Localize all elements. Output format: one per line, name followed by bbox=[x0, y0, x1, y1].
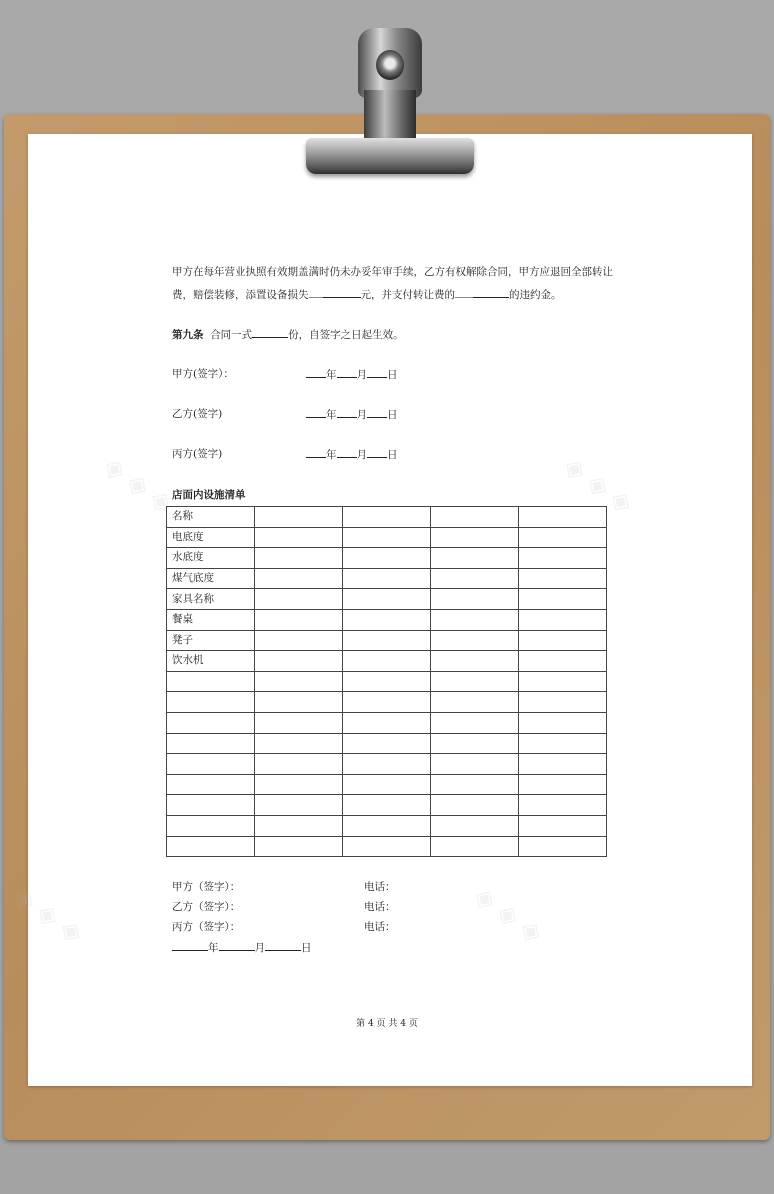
item-name-cell: 家具名称 bbox=[167, 589, 255, 610]
table-cell[interactable] bbox=[255, 815, 343, 836]
table-cell[interactable] bbox=[519, 795, 607, 816]
table-cell[interactable] bbox=[343, 836, 431, 857]
table-cell[interactable] bbox=[343, 609, 431, 630]
month-blank[interactable] bbox=[219, 939, 255, 951]
table-cell[interactable] bbox=[343, 774, 431, 795]
table-cell[interactable] bbox=[255, 774, 343, 795]
table-cell[interactable] bbox=[431, 795, 519, 816]
item-name-cell: 煤气底度 bbox=[167, 568, 255, 589]
table-cell[interactable] bbox=[343, 568, 431, 589]
table-row bbox=[167, 568, 607, 589]
clause9-text-a: 合同一式 bbox=[210, 329, 253, 341]
table-cell[interactable] bbox=[519, 733, 607, 754]
item-name-cell bbox=[167, 815, 255, 836]
table-cell[interactable] bbox=[343, 630, 431, 651]
contact-phone-b: 电话： bbox=[364, 901, 396, 913]
table-cell[interactable] bbox=[255, 651, 343, 672]
watermark-icon: ◈ ◈ ◈ bbox=[8, 880, 89, 950]
table-cell[interactable] bbox=[519, 692, 607, 713]
table-row bbox=[167, 815, 607, 836]
table-cell[interactable] bbox=[431, 507, 519, 528]
table-cell[interactable] bbox=[519, 712, 607, 733]
table-cell[interactable] bbox=[431, 527, 519, 548]
binder-clip-hole-icon bbox=[376, 50, 404, 80]
month-blank[interactable] bbox=[337, 406, 357, 418]
table-row bbox=[167, 609, 607, 630]
table-cell[interactable] bbox=[431, 692, 519, 713]
clause8-line1: 甲方在每年营业执照有效期盖满时仍未办妥年审手续，乙方有权解除合同，甲方应退回全部转让 bbox=[172, 266, 613, 278]
page-number: 第 4 页 共 4 页 bbox=[356, 1019, 418, 1029]
contact-phone-a: 电话： bbox=[364, 881, 396, 893]
table-cell[interactable] bbox=[255, 733, 343, 754]
table-row bbox=[167, 630, 607, 651]
item-name-cell bbox=[167, 671, 255, 692]
table-row bbox=[167, 795, 607, 816]
signature-date-b bbox=[306, 406, 398, 422]
contact-party-b: 乙方（签字）： bbox=[172, 901, 241, 913]
table-cell[interactable] bbox=[431, 815, 519, 836]
table-cell[interactable] bbox=[519, 568, 607, 589]
table-cell[interactable] bbox=[343, 712, 431, 733]
table-cell[interactable] bbox=[343, 507, 431, 528]
blank-field[interactable] bbox=[309, 286, 323, 298]
table-cell[interactable] bbox=[255, 548, 343, 569]
table-cell[interactable] bbox=[431, 568, 519, 589]
year-blank[interactable] bbox=[306, 406, 326, 418]
final-date-line bbox=[172, 939, 312, 955]
table-cell[interactable] bbox=[343, 815, 431, 836]
table-cell[interactable] bbox=[431, 671, 519, 692]
table-row bbox=[167, 507, 607, 528]
table-cell[interactable] bbox=[519, 630, 607, 651]
month-label: 月 bbox=[356, 369, 367, 381]
item-name-cell bbox=[167, 774, 255, 795]
item-name-cell bbox=[167, 692, 255, 713]
month-label: 月 bbox=[356, 449, 367, 461]
table-cell[interactable] bbox=[343, 754, 431, 775]
watermark-icon: ◈ ◈ ◈ bbox=[98, 450, 179, 520]
table-cell[interactable] bbox=[343, 692, 431, 713]
table-cell[interactable] bbox=[255, 630, 343, 651]
table-cell[interactable] bbox=[255, 589, 343, 610]
clause8-text-a: 费，赔偿装修，添置设备损失 bbox=[172, 289, 309, 301]
binder-clip-base-icon bbox=[306, 138, 474, 174]
day-blank[interactable] bbox=[367, 446, 387, 458]
table-cell[interactable] bbox=[255, 671, 343, 692]
table-cell[interactable] bbox=[431, 774, 519, 795]
table-cell[interactable] bbox=[255, 754, 343, 775]
table-cell[interactable] bbox=[431, 754, 519, 775]
binder-clip-stem-icon bbox=[364, 90, 416, 140]
table-cell[interactable] bbox=[519, 774, 607, 795]
table-row bbox=[167, 836, 607, 857]
watermark-icon: ◈ ◈ ◈ bbox=[558, 450, 639, 520]
blank-field[interactable] bbox=[455, 286, 473, 298]
table-row bbox=[167, 651, 607, 672]
table-row bbox=[167, 527, 607, 548]
penalty-blank[interactable] bbox=[473, 286, 509, 298]
item-name-cell bbox=[167, 712, 255, 733]
item-name-cell: 饮水机 bbox=[167, 651, 255, 672]
table-cell[interactable] bbox=[255, 836, 343, 857]
day-label: 日 bbox=[387, 449, 398, 461]
table-row bbox=[167, 692, 607, 713]
signature-date-c bbox=[306, 446, 398, 462]
table-cell[interactable] bbox=[343, 589, 431, 610]
month-label: 月 bbox=[254, 942, 265, 954]
contact-party-a: 甲方（签字）： bbox=[172, 881, 241, 893]
table-cell[interactable] bbox=[343, 527, 431, 548]
month-blank[interactable] bbox=[337, 446, 357, 458]
table-cell[interactable] bbox=[431, 589, 519, 610]
table-cell[interactable] bbox=[431, 630, 519, 651]
clause9 bbox=[172, 326, 404, 342]
table-cell[interactable] bbox=[519, 836, 607, 857]
table-row bbox=[167, 774, 607, 795]
watermark-icon: ◈ ◈ ◈ bbox=[468, 880, 549, 950]
item-name-cell: 水底度 bbox=[167, 548, 255, 569]
clause9-label: 第九条 bbox=[172, 329, 204, 341]
day-blank[interactable] bbox=[265, 939, 301, 951]
copies-blank[interactable] bbox=[252, 326, 288, 338]
day-label: 日 bbox=[387, 369, 398, 381]
table-row bbox=[167, 589, 607, 610]
table-row bbox=[167, 671, 607, 692]
table-cell[interactable] bbox=[255, 692, 343, 713]
clause8-text-c: 的违约金。 bbox=[509, 289, 562, 301]
table-row bbox=[167, 754, 607, 775]
facility-list-title: 店面内设施清单 bbox=[172, 489, 246, 501]
year-blank[interactable] bbox=[306, 446, 326, 458]
table-row bbox=[167, 548, 607, 569]
table-cell[interactable] bbox=[431, 733, 519, 754]
table-cell[interactable] bbox=[519, 754, 607, 775]
table-cell[interactable] bbox=[519, 609, 607, 630]
table-cell[interactable] bbox=[431, 609, 519, 630]
year-label: 年 bbox=[326, 409, 337, 421]
table-cell[interactable] bbox=[343, 671, 431, 692]
table-cell[interactable] bbox=[343, 548, 431, 569]
table-cell[interactable] bbox=[519, 671, 607, 692]
table-cell[interactable] bbox=[431, 836, 519, 857]
table-cell[interactable] bbox=[255, 507, 343, 528]
year-blank[interactable] bbox=[306, 366, 326, 378]
table-cell[interactable] bbox=[255, 609, 343, 630]
facility-table bbox=[166, 506, 607, 857]
table-cell[interactable] bbox=[519, 589, 607, 610]
table-cell[interactable] bbox=[519, 507, 607, 528]
table-cell[interactable] bbox=[343, 733, 431, 754]
item-name-cell: 餐桌 bbox=[167, 609, 255, 630]
month-blank[interactable] bbox=[337, 366, 357, 378]
table-cell[interactable] bbox=[431, 548, 519, 569]
contact-phone-c: 电话： bbox=[364, 921, 396, 933]
year-blank[interactable] bbox=[172, 939, 208, 951]
table-cell[interactable] bbox=[431, 651, 519, 672]
table-cell[interactable] bbox=[343, 795, 431, 816]
year-label: 年 bbox=[326, 449, 337, 461]
table-row bbox=[167, 733, 607, 754]
item-name-cell bbox=[167, 733, 255, 754]
clause8-text-b: 元，并支付转让费的 bbox=[360, 289, 455, 301]
day-blank[interactable] bbox=[367, 406, 387, 418]
signature-party-b: 乙方(签字) bbox=[172, 408, 223, 420]
clause9-text-b: 份，自签字之日起生效。 bbox=[288, 329, 404, 341]
signature-party-a: 甲方(签字）： bbox=[172, 368, 234, 380]
table-cell[interactable] bbox=[431, 712, 519, 733]
clause8-line2 bbox=[172, 286, 562, 302]
day-label: 日 bbox=[301, 942, 312, 954]
item-name-cell: 凳子 bbox=[167, 630, 255, 651]
contact-party-c: 丙方（签字）： bbox=[172, 921, 241, 933]
day-label: 日 bbox=[387, 409, 398, 421]
table-row bbox=[167, 712, 607, 733]
table-cell[interactable] bbox=[255, 568, 343, 589]
item-name-cell: 名称 bbox=[167, 507, 255, 528]
year-label: 年 bbox=[208, 942, 219, 954]
item-name-cell bbox=[167, 795, 255, 816]
table-cell[interactable] bbox=[255, 527, 343, 548]
month-label: 月 bbox=[356, 409, 367, 421]
table-cell[interactable] bbox=[255, 712, 343, 733]
table-cell[interactable] bbox=[519, 527, 607, 548]
day-blank[interactable] bbox=[367, 366, 387, 378]
table-cell[interactable] bbox=[255, 795, 343, 816]
item-name-cell: 电底度 bbox=[167, 527, 255, 548]
table-cell[interactable] bbox=[519, 548, 607, 569]
item-name-cell bbox=[167, 836, 255, 857]
table-cell[interactable] bbox=[519, 651, 607, 672]
table-cell[interactable] bbox=[343, 651, 431, 672]
item-name-cell bbox=[167, 754, 255, 775]
year-label: 年 bbox=[326, 369, 337, 381]
table-cell[interactable] bbox=[519, 815, 607, 836]
signature-party-c: 丙方(签字) bbox=[172, 448, 223, 460]
loss-amount-blank[interactable] bbox=[323, 286, 361, 298]
signature-date-a bbox=[306, 366, 398, 382]
